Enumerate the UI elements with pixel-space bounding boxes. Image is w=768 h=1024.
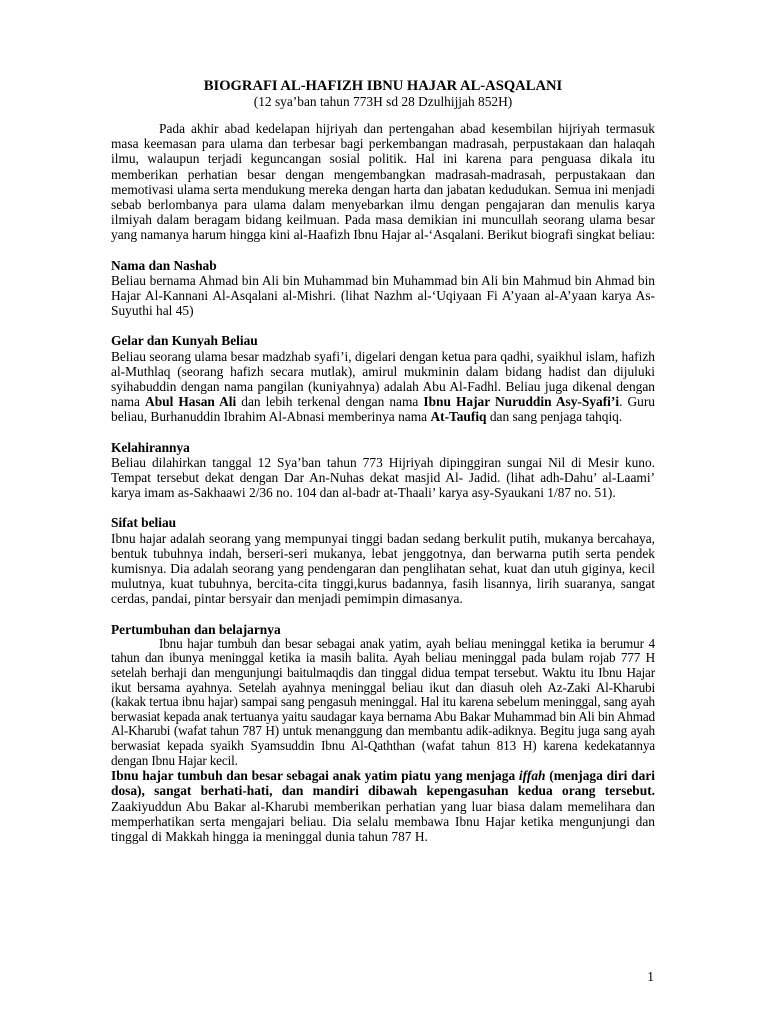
paragraph-pertumbuhan-1: Ibnu hajar tumbuh dan besar sebagai anak yatim, ayah beliau meninggal ketika ia berumur 4 tahun dan ibunya meninggal ketika ia masih balita. Ayah beliau meninggal pada bulam rojab 777 H setelah berhaji dan mengunjungi baitulmaqdis dan tinggal didua tempat tersebut. Waktu itu Ibnu Hajar ikut bersama ayahnya. Setelah ayahnya meninggal beliau ikut dan diasuh oleh Az-Zaki Al-Kharubi (kakak tertua ibnu hajar) sampai sang pengasuh meninggal. Hal itu karena sebelum meninggal, sang ayah berwasiat kepada anak tertuanya yaitu saudagar kaya bernama Abu Bakar Muhammad bin Ali bin Ahmad Al-Kharubi (wafat tahun 787 H) untuk menanggung dan membantu adik-adiknya. Begitu juga sang ayah berwasiat kepada syaikh Syamsuddin Ibnu Al-Qaththan (wafat tahun 813 H) karena kedekatannya dengan Ibnu Hajar kecil. (111, 635, 655, 768)
heading-gelar: Gelar dan Kunyah Beliau (111, 333, 258, 349)
section-nama (111, 258, 655, 319)
gelar-text-3: . Guru beliau, Burhanuddin Ibrahim Al-Abnasi memberinya nama (111, 394, 655, 425)
section-pertumbuhan (111, 622, 655, 845)
pertumbuhan-bold-italic: iffah (518, 768, 546, 784)
intro-paragraph: Pada akhir abad kedelapan hijriyah dan pertengahan abad kesembilan hijriyah termasuk masa keemasan para ulama dan terbesar bagi perkembangan madrasah, perpustakaan dan halaqah ilmu, walaupun terjadi keguncangan sosial politik. Hal ini karena para penguasa dikala itu memberikan perhatian besar dengan mengembangkan madrasah-madrasah, perpustakaan dan memotivasi ulama serta mendukung mereka dengan harta dan jabatan kedudukan. Semua ini menjadi sebab berlombanya para ulama dalam menyebarkan ilmu dengan pengajaran dan menulis karya ilmiyah dalam beragam bidang keilmuan. Pada masa demikian ini muncullah seorang ulama besar yang namanya harum hingga kini al-Haafizh Ibnu Hajar al-‘Asqalani. Berikut biografi singkat beliau: (111, 121, 656, 243)
heading-nama: Nama dan Nashab (111, 257, 217, 273)
paragraph-gelar (111, 349, 655, 425)
section-gelar (111, 333, 655, 424)
document-title: BIOGRAFI AL-HAFIZH IBNU HAJAR AL-ASQALANI (203, 78, 563, 94)
gelar-bold-1: Abul Hasan Ali (145, 394, 237, 410)
section-sifat (111, 515, 655, 606)
document-page (111, 78, 655, 844)
heading-pertumbuhan: Pertumbuhan dan belajarnya (111, 621, 281, 637)
paragraph-pertumbuhan-2 (111, 768, 655, 844)
section-kelahiran (111, 440, 655, 501)
heading-sifat: Sifat beliau (111, 515, 177, 531)
gelar-text-2: dan lebih terkenal dengan nama (236, 394, 424, 410)
paragraph-sifat: Ibnu hajar adalah seorang yang mempunyai tinggi badan sedang berkulit putih, mukanya bercahaya, bentuk tubuhnya indah, berseri-seri mukanya, lebat jenggotnya, dan berwarna putih serta pendek kumisnya. Dia adalah seorang yang pendengaran dan penglihatan sehat, kuat dan utuh giginya, kecil mulutnya, kuat tubuhnya, bercita-cita tinggi,kurus badannya, fasih lisannya, lirih suaranya, sangat cerdas, pandai, pintar bersyair dan menjadi pemimpin dimasanya. (111, 530, 655, 607)
pertumbuhan-bold-b: (menjaga diri dari dosa), sangat berhati-hati, dan mandiri dibawah kepengasuhan kedua orang tersebut. (111, 768, 655, 799)
document-subtitle: (12 sya’ban tahun 773H sd 28 Dzulhijjah 852H) (253, 94, 513, 109)
gelar-bold-2: Ibnu Hajar Nuruddin Asy-Syafi’i (423, 394, 620, 410)
pertumbuhan-bold-a: Ibnu hajar tumbuh dan besar sebagai anak yatim piatu yang menjaga (111, 768, 519, 784)
paragraph-nama: Beliau bernama Ahmad bin Ali bin Muhammad bin Muhammad bin Ali bin Mahmud bin Ahmad bin Hajar Al-Kannani Al-Asqalani al-Mishri. (lihat Nazhm al-‘Uqiyaan Fi A’yaan al-A’yaan karya As-Suyuthi hal 45) (111, 272, 655, 319)
gelar-text-1: Beliau seorang ulama besar madzhab syafi’i, digelari dengan ketua para qadhi, syaikhul islam, hafizh al-Muthlaq (seorang hafizh secara mutlak), amirul mukminin dalam bidang hadist dan dijuluki syihabuddin dengan nama pangilan (kuniyahnya) adalah Abu Al-Fadhl. Beliau juga dikenal dengan nama (111, 348, 655, 410)
heading-kelahiran: Kelahirannya (111, 439, 190, 455)
gelar-bold-3: At-Taufiq (430, 409, 487, 425)
page-number: 1 (647, 969, 654, 984)
gelar-text-4: dan sang penjaga tahqiq. (486, 409, 623, 425)
paragraph-kelahiran: Beliau dilahirkan tanggal 12 Sya’ban tahun 773 Hijriyah dipinggiran sungai Nil di Mesir kuno. Tempat tersebut dekat dengan Dar An-Nuhas dekat masjid Al- Jadid. (lihat adh-Dahu’ al-Laami’ karya imam as-Sakhaawi 2/36 no. 104 dan al-badr at-Thaali’ karya asy-Syaukani 1/87 no. 51). (111, 454, 655, 501)
pertumbuhan-text-2: Zaakiyuddun Abu Bakar al-Kharubi memberikan perhatian yang luar biasa dalam memelihara dan memperhatikan serta mengajari beliau. Dia selalu membawa Ibnu Hajar ketika mengunjungi dan tinggal di Makkah hingga ia meninggal dunia tahun 787 H. (111, 798, 655, 845)
